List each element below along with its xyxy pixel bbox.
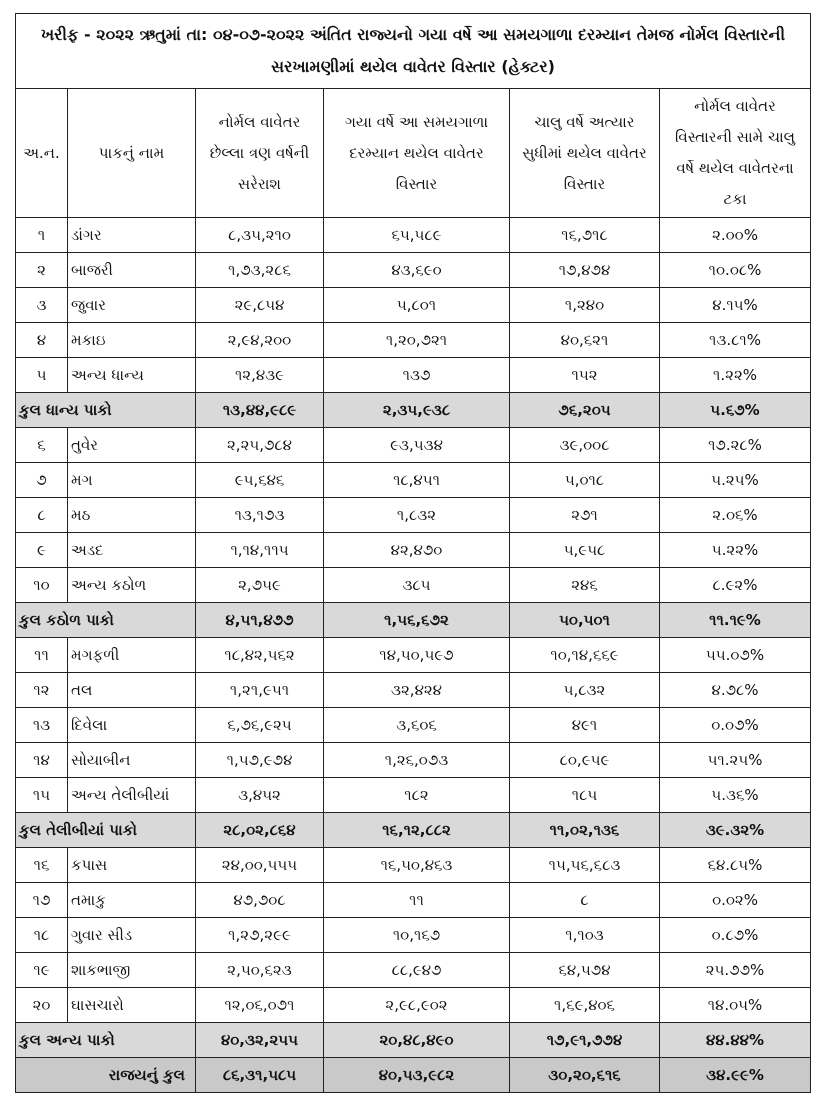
normal-area-value: ૧૩,૧૭૩ (196, 498, 324, 533)
last-year-area-value: ૪૦,૫૩,૯૮૨ (324, 1058, 510, 1093)
last-year-area-value: ૬૫,૫૮૯ (324, 218, 510, 253)
crop-name: મકાઇ (68, 323, 196, 358)
current-area-value: ૧,૬૯,૪૦૬ (510, 988, 660, 1023)
crop-name: ગુવાર સીડ (68, 918, 196, 953)
header-row (16, 89, 811, 218)
crop-name: મગ (68, 463, 196, 498)
crop-name: દિવેલા (68, 708, 196, 743)
last-year-area-value: ૨,૩૫,૯૩૮ (324, 393, 510, 428)
grand-total-row (16, 1058, 811, 1093)
serial-number: ૫ (16, 358, 68, 393)
current-area-value: ૪૦,૬૨૧ (510, 323, 660, 358)
current-area-value: ૫૦,૫૦૧ (510, 603, 660, 638)
last-year-area-value: ૧૦,૧૬૭ (324, 918, 510, 953)
table-row (16, 253, 811, 288)
table-row (16, 288, 811, 323)
normal-area-value: ૧,૧૪,૧૧૫ (196, 533, 324, 568)
crop-name: અન્ય ધાન્ય (68, 358, 196, 393)
serial-number: ૧૬ (16, 848, 68, 883)
normal-area-value: ૪૦,૩૨,૨૫૫ (196, 1023, 324, 1058)
normal-area-value: ૧,૫૭,૯૭૪ (196, 743, 324, 778)
serial-number: ૧૯ (16, 953, 68, 988)
crop-name: ઘાસચારો (68, 988, 196, 1023)
serial-number: ૧ (16, 218, 68, 253)
current-area-value: ૬૪,૫૭૪ (510, 953, 660, 988)
subtotal-label: કુલ કઠોળ પાકો (16, 603, 196, 638)
crop-name: મઠ (68, 498, 196, 533)
table-row (16, 918, 811, 953)
table-row (16, 673, 811, 708)
serial-number: ૩ (16, 288, 68, 323)
serial-number: ૧૩ (16, 708, 68, 743)
serial-number: ૧૧ (16, 638, 68, 673)
normal-area-value: ૧૩,૪૪,૯૮૯ (196, 393, 324, 428)
last-year-area-value: ૪૨,૪૭૦ (324, 533, 510, 568)
percent-value: ૨૫.૭૭% (660, 953, 811, 988)
current-area-value: ૩૯,૦૦૮ (510, 428, 660, 463)
last-year-area-value: ૧૬,૧૨,૮૮૨ (324, 813, 510, 848)
serial-number: ૧૫ (16, 778, 68, 813)
percent-value: ૧૪.૦૫% (660, 988, 811, 1023)
normal-area-value: ૧,૨૭,૨૯૯ (196, 918, 324, 953)
percent-value: ૫.૨૨% (660, 533, 811, 568)
serial-number: ૧૭ (16, 883, 68, 918)
normal-area-value: ૮,૩૫,૨૧૦ (196, 218, 324, 253)
table-row (16, 218, 811, 253)
current-area-value: ૧૫,૫૬,૬૮૩ (510, 848, 660, 883)
current-area-value: ૫,૦૧૮ (510, 463, 660, 498)
percent-value: ૪૪.૪૪% (660, 1023, 811, 1058)
table-row (16, 428, 811, 463)
crop-name: શાકભાજી (68, 953, 196, 988)
percent-value: ૬૪.૮૫% (660, 848, 811, 883)
serial-number: ૧૪ (16, 743, 68, 778)
crop-name: બાજરી (68, 253, 196, 288)
table-row (16, 953, 811, 988)
normal-area-value: ૨,૫૦,૬૨૩ (196, 953, 324, 988)
crop-name: સોયાબીન (68, 743, 196, 778)
normal-area-value: ૬,૭૬,૯૨૫ (196, 708, 324, 743)
last-year-area-value: ૮૮,૯૪૭ (324, 953, 510, 988)
normal-area-value: ૪,૫૧,૪૭૭ (196, 603, 324, 638)
normal-area-value: ૨૮,૦૨,૮૬૪ (196, 813, 324, 848)
header-last-year-area: ગયા વર્ષે આ સમયગાળા દરમ્યાન થયેલ વાવેતર વિસ્તાર (324, 89, 510, 218)
percent-value: ૧૩.૮૧% (660, 323, 811, 358)
last-year-area-value: ૧૩૭ (324, 358, 510, 393)
normal-area-value: ૨૯,૮૫૪ (196, 288, 324, 323)
last-year-area-value: ૧૧ (324, 883, 510, 918)
crop-name: ડાંગર (68, 218, 196, 253)
report-container (15, 13, 810, 1093)
header-normal-area: નોર્મલ વાવેતર છેલ્લા ત્રણ વર્ષની સરેરાશ (196, 89, 324, 218)
normal-area-value: ૨,૯૪,૨૦૦ (196, 323, 324, 358)
current-area-value: ૧૬,૭૧૮ (510, 218, 660, 253)
normal-area-value: ૮૬,૩૧,૫૮૫ (196, 1058, 324, 1093)
table-row (16, 883, 811, 918)
crop-name: અન્ય કઠોળ (68, 568, 196, 603)
header-percent: નોર્મલ વાવેતર વિસ્તારની સામે ચાલુ વર્ષે થયેલ વાવેતરના ટકા (660, 89, 811, 218)
last-year-area-value: ૩૨,૪૨૪ (324, 673, 510, 708)
table-row (16, 778, 811, 813)
percent-value: ૧.૨૨% (660, 358, 811, 393)
crop-name: અડદ (68, 533, 196, 568)
last-year-area-value: ૩,૬૦૬ (324, 708, 510, 743)
serial-number: ૧૨ (16, 673, 68, 708)
percent-value: ૮.૯૨% (660, 568, 811, 603)
table-title: ખરીફ - ૨૦૨૨ ઋતુમાં તા: ૦૪-૦૭-૨૦૨૨ અંતિત રાજ્યનો ગયા વર્ષે આ સમયગાળા દરમ્યાન તેમજ નોર્મલ વિસ્તારની સરખામણીમાં થયેલ વાવેતર વિસ્તાર (હેક્ટર) (16, 14, 811, 89)
table-row (16, 568, 811, 603)
current-area-value: ૧,૨૪૦ (510, 288, 660, 323)
subtotal-row (16, 813, 811, 848)
current-area-value: ૨૭૧ (510, 498, 660, 533)
percent-value: ૧૦.૦૮% (660, 253, 811, 288)
percent-value: ૫૫.૦૭% (660, 638, 811, 673)
normal-area-value: ૧૨,૪૩૯ (196, 358, 324, 393)
normal-area-value: ૪૭,૭૦૮ (196, 883, 324, 918)
crop-name: તલ (68, 673, 196, 708)
current-area-value: ૧૧,૦૨,૧૩૬ (510, 813, 660, 848)
serial-number: ૧૮ (16, 918, 68, 953)
last-year-area-value: ૩૮૫ (324, 568, 510, 603)
serial-number: ૨ (16, 253, 68, 288)
serial-number: ૮ (16, 498, 68, 533)
percent-value: ૪.૧૫% (660, 288, 811, 323)
normal-area-value: ૩,૪૫૨ (196, 778, 324, 813)
last-year-area-value: ૧૮૨ (324, 778, 510, 813)
serial-number: ૪ (16, 323, 68, 358)
last-year-area-value: ૧,૮૩૨ (324, 498, 510, 533)
last-year-area-value: ૧,૨૬,૦૭૩ (324, 743, 510, 778)
subtotal-label: કુલ તેલીબીયાં પાકો (16, 813, 196, 848)
current-area-value: ૮૦,૯૫૯ (510, 743, 660, 778)
title-row (16, 14, 811, 89)
percent-value: ૧૭.૨૮% (660, 428, 811, 463)
current-area-value: ૨૪૬ (510, 568, 660, 603)
percent-value: ૨.૦૬% (660, 498, 811, 533)
normal-area-value: ૨,૭૫૯ (196, 568, 324, 603)
normal-area-value: ૧,૨૧,૯૫૧ (196, 673, 324, 708)
table-row (16, 498, 811, 533)
crop-name: મગફળી (68, 638, 196, 673)
last-year-area-value: ૨૦,૪૮,૪૯૦ (324, 1023, 510, 1058)
current-area-value: ૭૬,૨૦૫ (510, 393, 660, 428)
normal-area-value: ૧,૭૩,૨૮૬ (196, 253, 324, 288)
subtotal-row (16, 603, 811, 638)
current-area-value: ૪૯૧ (510, 708, 660, 743)
percent-value: ૫.૬૭% (660, 393, 811, 428)
percent-value: ૫૧.૨૫% (660, 743, 811, 778)
last-year-area-value: ૪૩,૬૯૦ (324, 253, 510, 288)
current-area-value: ૧૭,૪૭૪ (510, 253, 660, 288)
normal-area-value: ૧૮,૪૨,૫૬૨ (196, 638, 324, 673)
serial-number: ૧૦ (16, 568, 68, 603)
current-area-value: ૫,૮૩૨ (510, 673, 660, 708)
subtotal-label: કુલ ધાન્ય પાકો (16, 393, 196, 428)
crop-name: જુવાર (68, 288, 196, 323)
percent-value: ૪.૭૮% (660, 673, 811, 708)
table-row (16, 533, 811, 568)
last-year-area-value: ૧૪,૫૦,૫૯૭ (324, 638, 510, 673)
percent-value: ૦.૦૭% (660, 708, 811, 743)
table-row (16, 638, 811, 673)
percent-value: ૨.૦૦% (660, 218, 811, 253)
serial-number: ૭ (16, 463, 68, 498)
serial-number: ૯ (16, 533, 68, 568)
table-row (16, 988, 811, 1023)
crop-name: તુવેર (68, 428, 196, 463)
last-year-area-value: ૧૬,૫૦,૪૬૩ (324, 848, 510, 883)
percent-value: ૦.૮૭% (660, 918, 811, 953)
subtotal-row (16, 1023, 811, 1058)
sowing-area-table (15, 13, 811, 1093)
last-year-area-value: ૫,૮૦૧ (324, 288, 510, 323)
table-body (16, 14, 811, 1093)
current-area-value: ૩૦,૨૦,૬૧૬ (510, 1058, 660, 1093)
serial-number: ૬ (16, 428, 68, 463)
grand-total-label: રાજયનું કુલ (16, 1058, 196, 1093)
normal-area-value: ૧૨,૦૬,૦૭૧ (196, 988, 324, 1023)
percent-value: ૧૧.૧૯% (660, 603, 811, 638)
header-serial: અ.ન. (16, 89, 68, 218)
header-crop-name: પાકનું નામ (68, 89, 196, 218)
last-year-area-value: ૧૮,૪૫૧ (324, 463, 510, 498)
last-year-area-value: ૧,૨૦,૭૨૧ (324, 323, 510, 358)
current-area-value: ૫,૯૫૮ (510, 533, 660, 568)
table-row (16, 848, 811, 883)
current-area-value: ૧૮૫ (510, 778, 660, 813)
last-year-area-value: ૧,૫૬,૬૭૨ (324, 603, 510, 638)
last-year-area-value: ૨,૯૮,૯૦૨ (324, 988, 510, 1023)
current-area-value: ૧,૧૦૩ (510, 918, 660, 953)
table-row (16, 323, 811, 358)
percent-value: ૩૯.૩૨% (660, 813, 811, 848)
header-current-area: ચાલુ વર્ષે અત્યાર સુધીમાં થયેલ વાવેતર વિસ્તાર (510, 89, 660, 218)
current-area-value: ૮ (510, 883, 660, 918)
crop-name: અન્ય તેલીબીયાં (68, 778, 196, 813)
table-row (16, 463, 811, 498)
current-area-value: ૧૭,૯૧,૭૭૪ (510, 1023, 660, 1058)
percent-value: ૫.૨૫% (660, 463, 811, 498)
crop-name: તમાકુ (68, 883, 196, 918)
table-row (16, 708, 811, 743)
percent-value: ૦.૦૨% (660, 883, 811, 918)
table-row (16, 358, 811, 393)
last-year-area-value: ૯૩,૫૩૪ (324, 428, 510, 463)
normal-area-value: ૨૪,૦૦,૫૫૫ (196, 848, 324, 883)
crop-name: કપાસ (68, 848, 196, 883)
serial-number: ૨૦ (16, 988, 68, 1023)
subtotal-row (16, 393, 811, 428)
current-area-value: ૧૫૨ (510, 358, 660, 393)
percent-value: ૩૪.૯૯% (660, 1058, 811, 1093)
normal-area-value: ૨,૨૫,૭૮૪ (196, 428, 324, 463)
percent-value: ૫.૩૬% (660, 778, 811, 813)
subtotal-label: કુલ અન્ય પાકો (16, 1023, 196, 1058)
current-area-value: ૧૦,૧૪,૬૬૯ (510, 638, 660, 673)
normal-area-value: ૯૫,૬૪૬ (196, 463, 324, 498)
table-row (16, 743, 811, 778)
